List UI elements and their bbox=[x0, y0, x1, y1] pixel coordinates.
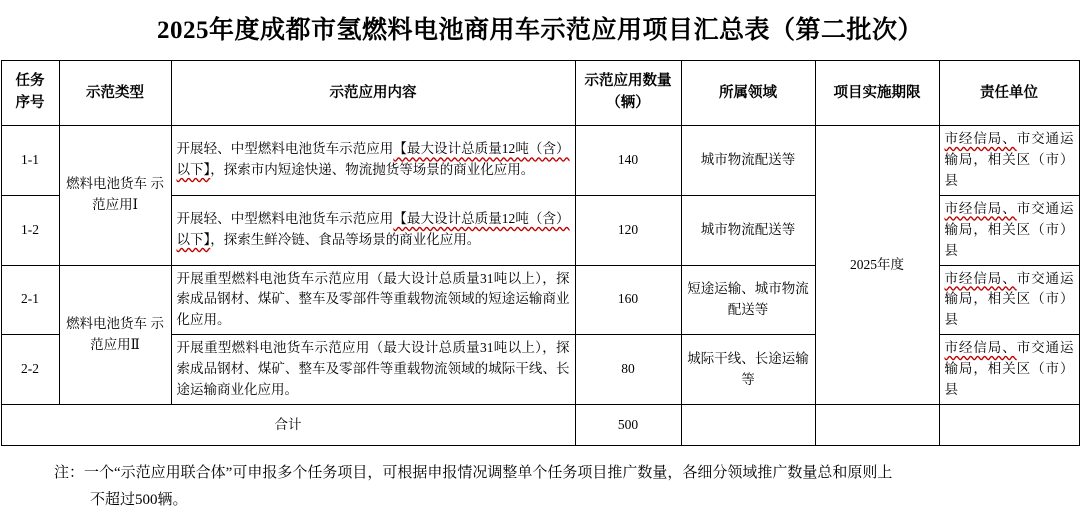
unit-text-rest: 市交通运输局，相关区（市）县 bbox=[944, 270, 1074, 328]
cell-demo-type bbox=[59, 126, 171, 266]
cell-responsible-unit bbox=[939, 195, 1079, 265]
cell-total-field bbox=[681, 405, 815, 446]
cell-demo-type bbox=[59, 265, 171, 405]
unit-text-rest: 市交通运输局，相关区（市）县 bbox=[944, 131, 1074, 188]
cell-total-unit bbox=[939, 405, 1079, 446]
cell-quantity: 120 bbox=[575, 195, 681, 265]
unit-text-marked: 市经信局、 bbox=[944, 200, 1017, 216]
column-header-content: 示范应用内容 bbox=[171, 61, 575, 126]
cell-demo-type-line2: 示范应用Ⅰ bbox=[92, 176, 164, 213]
table-header bbox=[1, 61, 1079, 126]
cell-responsible-unit bbox=[939, 335, 1079, 405]
cell-field: 短途运输、城市物流配送等 bbox=[681, 265, 815, 335]
cell-quantity: 160 bbox=[575, 265, 681, 335]
unit-text-marked: 市经信局、 bbox=[944, 340, 1017, 356]
table-total-row bbox=[1, 405, 1079, 446]
unit-text-rest: 市交通运输局，相关区（市）县 bbox=[944, 340, 1074, 398]
column-header-type: 示范类型 bbox=[59, 61, 171, 126]
column-header-quantity-line1: 示范应用数量 bbox=[584, 73, 672, 90]
cell-field: 城际干线、长途运输等 bbox=[681, 335, 815, 405]
page-title: 2025年度成都市氢燃料电池商用车示范应用项目汇总表（第二批次） bbox=[156, 17, 923, 44]
cell-demo-content: 开展重型燃料电池货车示范应用（最大设计总质量31吨以上），探索成品钢材、煤矿、整车及零部件等重载物流领域的短途运输商业化应用。 bbox=[171, 265, 575, 335]
cell-period: 2025年度 bbox=[815, 126, 939, 405]
cell-demo-type-line1: 燃料电池货车 bbox=[66, 315, 148, 331]
column-header-quantity-line2: （辆） bbox=[606, 95, 650, 111]
cell-task-no: 2-2 bbox=[1, 335, 59, 405]
unit-text-marked: 市经信局、 bbox=[944, 270, 1017, 286]
cell-task-no: 2-1 bbox=[1, 265, 59, 335]
column-header-no-line2: 序号 bbox=[15, 95, 45, 111]
unit-text-marked: 市经信局、 bbox=[944, 131, 1017, 146]
cell-demo-type-line1: 燃料电池货车 bbox=[66, 176, 148, 192]
cell-demo-content bbox=[171, 126, 575, 196]
cell-field: 城市物流配送等 bbox=[681, 195, 815, 265]
content-text-marked: 【最大设计总质量12吨（含）以下】 bbox=[176, 211, 570, 248]
cell-responsible-unit bbox=[939, 126, 1079, 196]
table-note-line1: 注：一个“示范应用联合体”可申报多个任务项目，可根据申报情况调整单个任务项目推广数量，各细分领域推广数量总和原则上 bbox=[54, 465, 893, 482]
column-header-no bbox=[1, 61, 59, 126]
table-header-row bbox=[1, 61, 1079, 126]
cell-demo-content: 开展重型燃料电池货车示范应用（最大设计总质量31吨以上），探索成品钢材、煤矿、整车及零部件等重载物流领域的城际干线、长途运输商业化应用。 bbox=[171, 335, 575, 405]
column-header-unit: 责任单位 bbox=[939, 61, 1079, 126]
cell-responsible-unit bbox=[939, 265, 1079, 335]
unit-text-rest: 市交通运输局，相关区（市）县 bbox=[944, 200, 1074, 258]
cell-quantity: 80 bbox=[575, 335, 681, 405]
content-text-plain: 开展轻、中型燃料电池货车示范应用 bbox=[176, 211, 394, 227]
content-text-plain: 开展轻、中型燃料电池货车示范应用 bbox=[176, 141, 394, 157]
cell-demo-content bbox=[171, 195, 575, 265]
cell-field: 城市物流配送等 bbox=[681, 126, 815, 196]
cell-demo-type-line2: 示范应用Ⅱ bbox=[90, 315, 164, 352]
table-body bbox=[1, 126, 1079, 446]
cell-total-quantity: 500 bbox=[575, 405, 681, 446]
document-page bbox=[0, 10, 1080, 509]
cell-total-period bbox=[815, 405, 939, 446]
content-text-marked: 【最大设计总质量12吨（含）以下】 bbox=[176, 141, 570, 178]
column-header-period: 项目实施期限 bbox=[815, 61, 939, 126]
column-header-no-line1: 任务 bbox=[15, 73, 45, 90]
table-row bbox=[1, 126, 1079, 196]
cell-task-no: 1-2 bbox=[1, 195, 59, 265]
table-note-line2: 不超过500辆。 bbox=[90, 492, 188, 509]
summary-table bbox=[1, 60, 1080, 446]
cell-quantity: 140 bbox=[575, 126, 681, 196]
table-note bbox=[18, 460, 1062, 514]
content-text-tail: ，探索市内短途快递、物流抛货等场景的商业化应用。 bbox=[210, 162, 535, 178]
column-header-quantity bbox=[575, 61, 681, 126]
column-header-field: 所属领域 bbox=[681, 61, 815, 126]
content-text-tail: ，探索生鲜冷链、食品等场景的商业化应用。 bbox=[210, 232, 481, 248]
cell-task-no: 1-1 bbox=[1, 126, 59, 196]
cell-total-label: 合计 bbox=[1, 405, 575, 446]
